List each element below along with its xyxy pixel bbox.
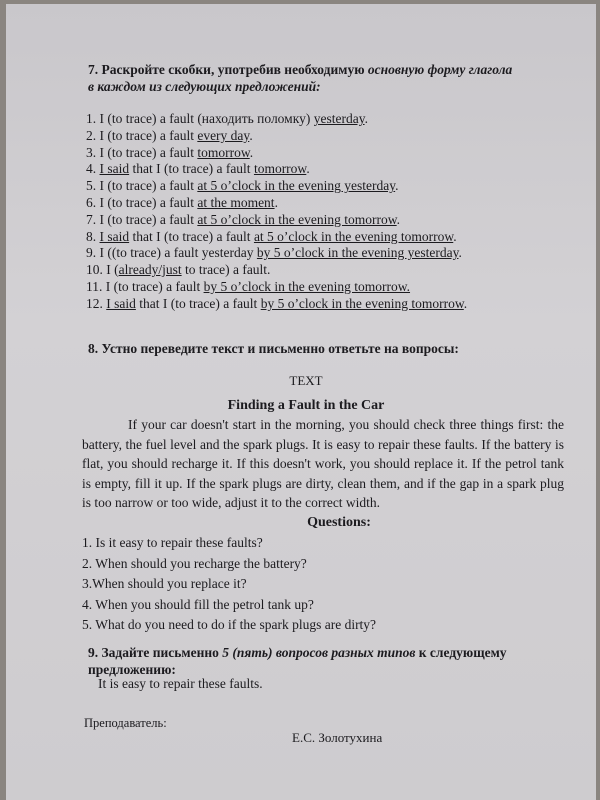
question-item: 2. When should you recharge the battery? (82, 555, 307, 571)
item-text: . (274, 194, 278, 210)
question-item: 5. What do you need to do if the spark plugs are dirty? (82, 617, 377, 632)
item-text: 2. I (to trace) a fault (86, 127, 198, 143)
underlined-phrase: by 5 o’clock in the evening tomorrow. (203, 278, 411, 294)
item-text: 6. I (to trace) a fault (86, 194, 198, 210)
item-text: 8. (86, 228, 100, 244)
question-item: 3.When should you replace it? (82, 576, 247, 591)
underlined-phrase: tomorrow (197, 144, 250, 160)
task7-item (86, 128, 467, 145)
teacher-label: Преподаватель: (84, 716, 167, 730)
underlined-phrase: I said (99, 228, 130, 244)
task9-heading-part-4: к следующему предложению: (88, 645, 507, 677)
item-text: . (458, 245, 462, 261)
questions-heading: Questions: (307, 515, 371, 530)
task9-heading (88, 644, 558, 678)
task7-item (86, 195, 467, 212)
item-text: . (395, 178, 399, 194)
item-text: that I (to trace) a fault (129, 228, 254, 244)
item-text: 9. I ((to trace) a fault yesterday (86, 245, 257, 261)
item-text: . (306, 161, 310, 177)
text-title: Finding a Fault in the Car (227, 398, 385, 413)
task7-heading-italic-1: основную форму глагола (367, 62, 513, 77)
task7-item (86, 178, 467, 195)
task8-heading: 8. Устно переведите текст и письменно ответьте на вопросы: (88, 341, 459, 356)
item-text: 3. I (to trace) a fault (86, 144, 198, 160)
item-text: 7. I (to trace) a fault (86, 211, 198, 227)
item-text: . (249, 144, 254, 160)
underlined-phrase: by 5 o’clock in the evening yesterday (256, 245, 459, 261)
item-text: 12. (86, 295, 107, 311)
task7-item (86, 161, 467, 178)
item-text: 10. I ( (86, 262, 119, 278)
task7-item (86, 245, 467, 262)
underlined-phrase: at 5 o’clock in the evening tomorrow (197, 211, 397, 227)
underlined-phrase: by 5 o’clock in the evening tomorrow (260, 295, 464, 311)
task7-item (86, 262, 467, 279)
task9-heading-part-2: 5 (пять) (222, 645, 273, 660)
worksheet-page (6, 4, 596, 800)
item-text: . (249, 127, 253, 143)
underlined-phrase: at 5 o’clock in the evening yesterday (197, 178, 396, 194)
item-text: that I (to trace) a fault (135, 295, 261, 311)
item-text: 11. I (to trace) a fault (86, 278, 204, 294)
underlined-phrase: already/just (118, 262, 182, 278)
task7-item (86, 212, 467, 229)
task7-item (86, 145, 467, 162)
task9-heading-part-1: 9. Задайте письменно (88, 645, 219, 660)
item-text: . (463, 295, 468, 311)
underlined-phrase: tomorrow (253, 161, 307, 177)
task7-heading (88, 61, 568, 95)
question-item: 4. When you should fill the petrol tank up? (82, 596, 314, 612)
text-paragraph (82, 415, 564, 513)
paragraph-body: If your car doesn't start in the morning, you should check three things first: the battery, the fuel level and the spark plugs. It is easy to repair these faults. If the battery is flat, you should recharge it. If this doesn't work, you should replace it. If the petrol tank is empty, fill it up. If the spark plugs are dirty, clean them, and if the gap in a spark plug is too narrow or too wide, adjust it to the correct width. (82, 417, 564, 511)
task9-sentence: It is easy to repair these faults. (98, 676, 263, 691)
task9-heading-part-3: вопросов разных типов (275, 645, 416, 660)
text-label: TEXT (289, 373, 323, 388)
question-list (82, 533, 376, 636)
item-text: to trace) a fault. (181, 262, 271, 278)
teacher-name: Е.С. Золотухина (292, 730, 383, 745)
item-text: . (396, 211, 401, 227)
task7-heading-bold: 7. Раскройте скобки, употребив необходимую (88, 62, 365, 77)
task7-sentence-list (86, 111, 467, 313)
question-item: 1. Is it easy to repair these faults? (82, 535, 263, 550)
underlined-phrase: I said (99, 161, 130, 177)
underlined-phrase: I said (106, 295, 136, 311)
task7-item (86, 111, 467, 128)
underlined-phrase: every day (197, 127, 250, 143)
item-text: 4. (86, 161, 100, 177)
item-text: . (453, 228, 457, 244)
task7-heading-italic-2: в каждом из следующих предложений: (88, 79, 321, 94)
task7-item (86, 296, 467, 313)
task7-item (86, 279, 467, 296)
item-text: 5. I (to trace) a fault (86, 178, 198, 194)
task7-item (86, 229, 467, 246)
item-text: 1. I (to trace) a fault (находить поломку) (86, 111, 314, 126)
underlined-phrase: at the moment (197, 194, 275, 210)
underlined-phrase: yesterday (313, 111, 365, 126)
underlined-phrase: at 5 o’clock in the evening tomorrow (253, 228, 454, 244)
item-text: . (364, 111, 368, 126)
item-text: that I (to trace) a fault (129, 161, 254, 177)
